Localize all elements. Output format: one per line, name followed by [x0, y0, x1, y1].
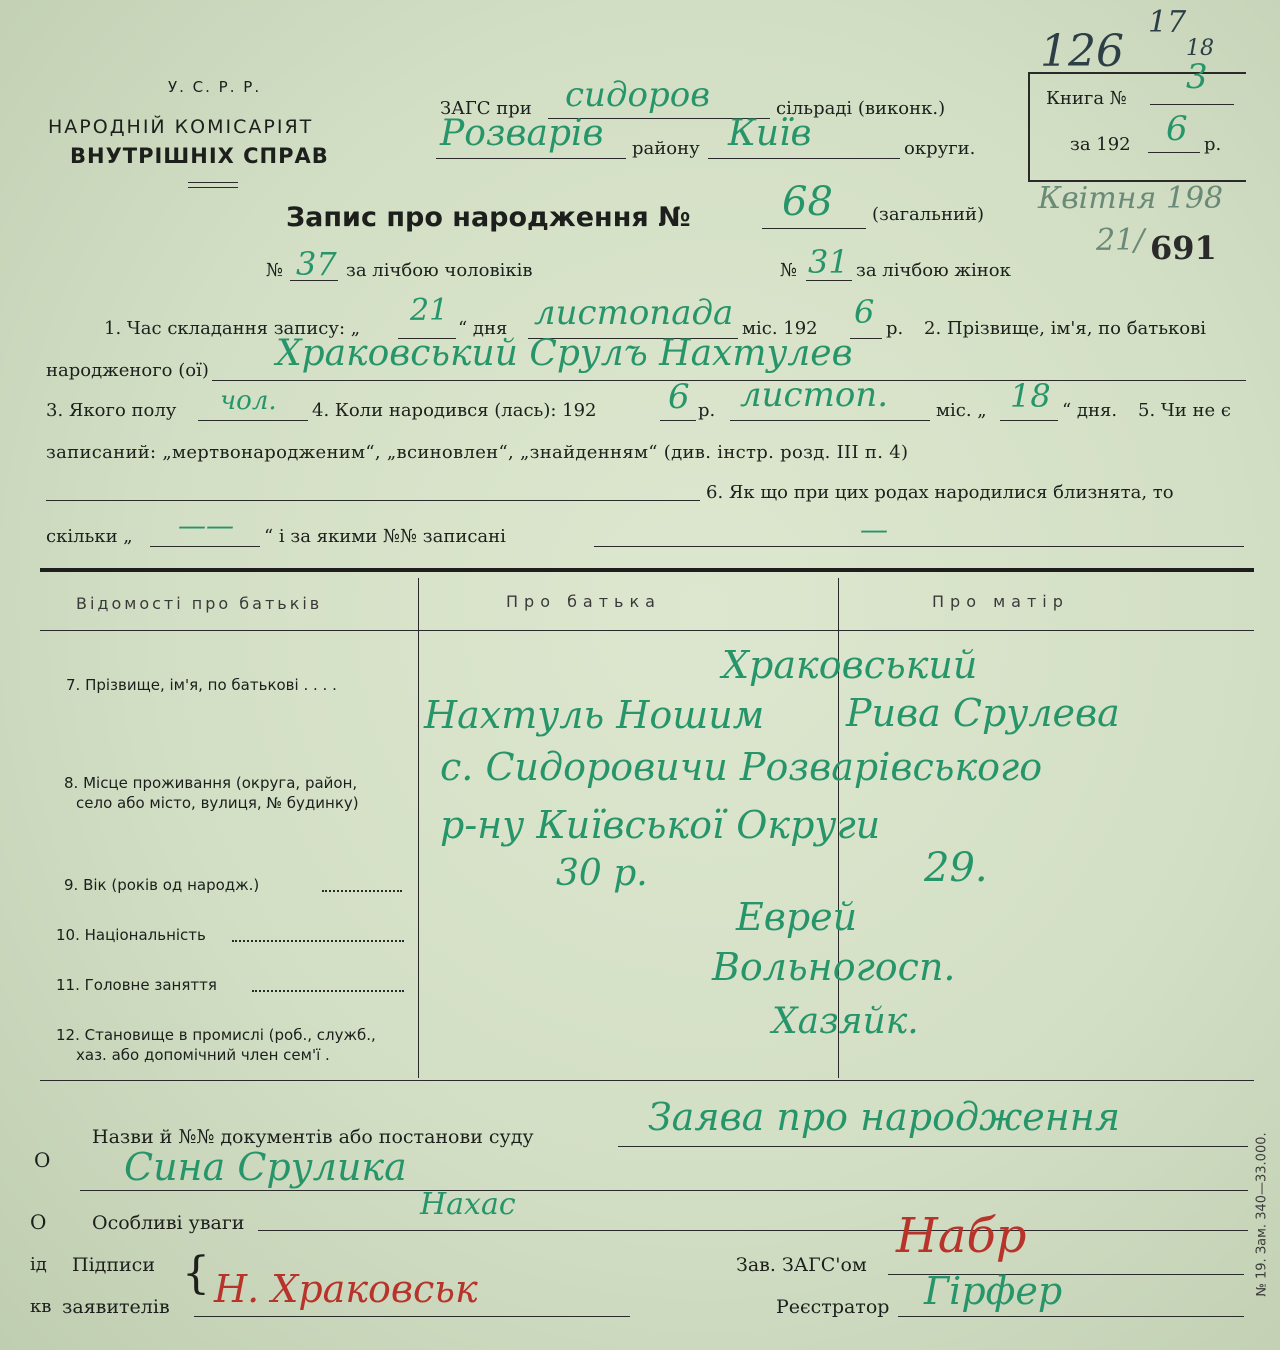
status-underline: [46, 500, 700, 501]
pencil-date-handwriting: Квітня 198: [1038, 181, 1224, 216]
address-line1-handwriting: с. Сидоровичи Розварівського: [440, 745, 1043, 789]
line3-r-label: р.: [698, 400, 716, 421]
father-surname-handwriting: Храковський: [722, 643, 978, 687]
row9-dots: [322, 890, 402, 892]
month-handwriting: листопада: [534, 293, 734, 333]
documents-label: Назви й №№ документів або постанови суду: [92, 1126, 534, 1148]
raionu-label: району: [632, 138, 700, 159]
notes-underline: [258, 1230, 1248, 1231]
nationality-handwriting: Еврей: [736, 895, 858, 939]
commissariat-label: НАРОДНІЙ КОМІСАРІЯТ: [48, 116, 314, 138]
father-given-handwriting: Нахтуль Ношим: [424, 693, 765, 737]
registrar-underline: [898, 1316, 1244, 1317]
book-year-handwriting: 6: [1166, 109, 1188, 149]
line1-month-label: міс. 192: [742, 318, 818, 339]
row11-label: 11. Головне заняття: [56, 976, 217, 994]
men-count-label: за лічбою чоловіків: [346, 260, 533, 281]
position-handwriting: Хазяйк.: [772, 1001, 919, 1042]
signature-brace: {: [182, 1248, 210, 1299]
occupation-handwriting: Вольногосп.: [712, 945, 956, 989]
line1-name-label: 2. Прізвище, ім'я, по батькові: [924, 318, 1207, 339]
corner-superscript-handwriting: 17: [1148, 5, 1187, 40]
row8-label-1: 8. Місце проживання (округа, район,: [64, 774, 358, 792]
row8-label-2: село або місто, вулиця, № будинку): [76, 794, 359, 812]
line3-sex-label: 3. Якого полу: [46, 400, 177, 421]
zags-pry-label: ЗАГС при: [440, 98, 532, 119]
table-header-parents: Відомості про батьків: [76, 594, 323, 613]
ussr-label: У. С. Р. Р.: [168, 78, 262, 96]
line3-month-label: міс. „: [936, 400, 987, 421]
line1-day-label: “ дня: [458, 318, 508, 339]
zagalnyi-label: (загальний): [872, 204, 984, 225]
table-bottom-border: [40, 1080, 1254, 1081]
table-header-mother: Про матір: [932, 592, 1069, 611]
district-handwriting: Розварів: [440, 113, 604, 154]
birth-month-underline: [730, 420, 930, 421]
book-r-label: р.: [1204, 134, 1222, 155]
notes-signature-handwriting: Нахас: [420, 1187, 516, 1222]
corner-18-handwriting: 18: [1186, 36, 1214, 61]
ornament-line-2: [188, 187, 238, 188]
stamped-number: 691: [1150, 229, 1217, 267]
row12-label-2: хаз. або допомічний член сем'ї .: [76, 1046, 330, 1064]
year-handwriting: 6: [854, 293, 875, 331]
line3-born-label: 4. Коли народився (лась): 192: [312, 400, 597, 421]
line1-time-label: 1. Час складання запису: „: [104, 318, 361, 339]
village-handwriting: сидоров: [565, 75, 710, 115]
line4-status-label: записаний: „мертвонародженим“, „всиновлен“, „знайденням“ (див. інстр. розд. III п. 4): [46, 442, 909, 463]
birth-month-handwriting: листоп.: [740, 375, 889, 415]
silradi-label: сільраді (виконк.): [776, 98, 946, 119]
row11-dots: [252, 990, 404, 992]
record-title: Запис про народження №: [286, 202, 691, 233]
applicants-label: заявителів: [62, 1296, 170, 1318]
book-year-label: за 192: [1070, 134, 1131, 155]
women-number-prefix: №: [780, 260, 798, 281]
row10-label: 10. Національність: [56, 926, 206, 944]
corner-number-handwriting: 126: [1040, 26, 1124, 77]
record-number-handwriting: 68: [782, 179, 833, 225]
applicant-signature-underline: [194, 1316, 630, 1317]
notes-label: Особливі уваги: [92, 1212, 245, 1234]
line2-child-label: народженого (ої): [46, 360, 209, 381]
documents-handwriting-2: Сина Срулика: [124, 1145, 407, 1189]
father-age-handwriting: 30 р.: [556, 853, 648, 894]
address-line2-handwriting: р-ну Київської Округи: [440, 803, 881, 847]
day-handwriting: 21: [410, 293, 449, 328]
ornament-line-1: [188, 182, 238, 183]
mother-given-handwriting: Рива Срулева: [846, 691, 1120, 735]
pencil-fraction-handwriting: 21/: [1096, 223, 1145, 258]
edge-fragment-4: О: [34, 1148, 51, 1172]
book-underline: [1150, 104, 1234, 105]
applicant-signature: Н. Храковськ: [214, 1267, 478, 1311]
internal-affairs-label: ВНУТРІШНІХ СПРАВ: [70, 144, 329, 168]
head-zags-label: Зав. ЗАГС'ом: [736, 1254, 867, 1276]
book-year-underline: [1148, 152, 1200, 153]
edge-fragment-3: кв: [30, 1296, 52, 1317]
okrug-underline: [708, 158, 900, 159]
birth-day-handwriting: 18: [1010, 377, 1051, 415]
row9-label: 9. Вік (років од народж.): [64, 876, 260, 894]
men-number-handwriting: 37: [296, 245, 337, 283]
table-top-border: [40, 568, 1254, 572]
documents-underline-1: [618, 1146, 1248, 1147]
twins-count-handwriting: ——: [178, 509, 234, 542]
line3-day-label: “ дня.: [1062, 400, 1118, 421]
book-number-handwriting: 3: [1186, 57, 1208, 97]
documents-handwriting-1: Заява про народження: [648, 1095, 1120, 1139]
men-number-prefix: №: [266, 260, 284, 281]
line3-stillborn-label: 5. Чи не є: [1138, 400, 1231, 421]
registrar-label: Реєстратор: [776, 1296, 890, 1318]
twins-numbers-underline: [594, 546, 1244, 547]
okrug-handwriting: Київ: [728, 113, 812, 154]
women-count-label: за лічбою жінок: [856, 260, 1011, 281]
line5-twins-label: 6. Як що при цих родах народилися близнята, то: [706, 482, 1174, 503]
child-name-handwriting: Храковський Срулъ Нахтулев: [276, 333, 853, 374]
edge-fragment-1: О: [30, 1210, 47, 1234]
women-number-handwriting: 31: [808, 243, 849, 281]
documents-underline-2: [80, 1190, 1248, 1191]
record-number-underline: [762, 228, 866, 229]
birth-day-underline: [1000, 420, 1058, 421]
line6-numbers-label: “ і за якими №№ записані: [264, 526, 506, 547]
signatures-label: Підписи: [72, 1254, 155, 1276]
head-zags-signature: Набр: [896, 1208, 1027, 1264]
book-label: Книга №: [1046, 88, 1127, 109]
twins-numbers-handwriting: —: [860, 513, 888, 546]
row7-label: 7. Прізвище, ім'я, по батькові . . . .: [66, 676, 337, 694]
edge-fragment-2: ід: [30, 1254, 47, 1275]
registrar-signature: Гірфер: [924, 1269, 1063, 1313]
print-order-code: № 19. Зам. 340—33.000.: [1254, 1132, 1270, 1297]
birth-year-underline: [660, 420, 696, 421]
birth-year-handwriting: 6: [668, 377, 690, 417]
mother-age-handwriting: 29.: [924, 845, 988, 891]
table-col-divider-1: [418, 578, 419, 1078]
child-name-underline: [212, 380, 1246, 381]
sex-handwriting: чол.: [220, 386, 277, 416]
twins-count-underline: [150, 546, 260, 547]
line6-count-label: скільки „: [46, 526, 133, 547]
line1-r-label: р.: [886, 318, 904, 339]
table-header-border: [40, 630, 1254, 631]
row12-label-1: 12. Становище в промислі (роб., служб.,: [56, 1026, 376, 1044]
row10-dots: [232, 940, 404, 942]
sex-underline: [198, 420, 308, 421]
year-underline: [850, 338, 882, 339]
okrugy-label: округи.: [904, 138, 976, 159]
table-header-father: Про батька: [506, 592, 661, 611]
district-underline: [436, 158, 626, 159]
